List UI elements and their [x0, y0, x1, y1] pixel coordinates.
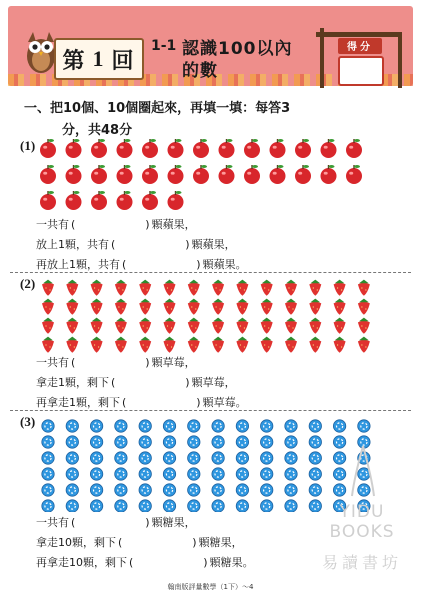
- question-label: (1): [20, 138, 36, 153]
- apple-icon: [66, 191, 82, 210]
- apple-icon: [40, 191, 56, 210]
- candy-icon: [66, 500, 78, 512]
- strawberry-icon: [66, 337, 78, 353]
- strawberry-icon: [164, 299, 176, 315]
- candy-icon: [261, 468, 273, 480]
- apple-icon: [66, 139, 82, 158]
- section-divider: [10, 272, 411, 273]
- strawberry-icon: [334, 318, 346, 334]
- fill-prefix: 一共有: [36, 356, 69, 369]
- candy-icon: [66, 420, 78, 432]
- apple-icon: [168, 139, 184, 158]
- score-label: 得分: [347, 42, 373, 53]
- strawberry-icon: [139, 318, 151, 334]
- watermark-logo-icon: [350, 444, 376, 498]
- strawberry-icon: [139, 299, 151, 315]
- fill-line: 一共有 ( ) 顆蘋果，: [36, 218, 196, 231]
- fill-suffix: 顆草莓，: [151, 356, 196, 369]
- candy-icon: [188, 436, 200, 448]
- candy-icon: [66, 436, 78, 448]
- strawberry-icon: [261, 280, 273, 296]
- strawberry-icon: [115, 337, 127, 353]
- candy-icon: [333, 452, 345, 464]
- apple-icon: [295, 139, 311, 158]
- candy-icon: [90, 484, 102, 496]
- candy-icon: [285, 468, 297, 480]
- topic-title-line2: 的數: [182, 61, 218, 81]
- candy-icon: [90, 500, 102, 512]
- apple-icon: [142, 139, 158, 158]
- strawberry-icon: [42, 299, 54, 315]
- candy-icon: [261, 484, 273, 496]
- apple-icon: [193, 165, 209, 184]
- apple-icon: [168, 191, 184, 210]
- apple-icon: [40, 165, 56, 184]
- fill-line: 一共有 ( ) 顆草莓，: [36, 356, 196, 369]
- fill-prefix: 再拿走10顆，剩下: [36, 556, 127, 569]
- strawberry-icon: [91, 337, 103, 353]
- apple-icon: [40, 139, 56, 158]
- fill-suffix: 顆草莓，: [191, 376, 236, 389]
- candy-icon: [309, 484, 321, 496]
- candy-icon: [212, 468, 224, 480]
- watermark-chinese: 易讀書坊: [321, 553, 402, 572]
- strawberry-icon: [236, 280, 248, 296]
- strawberry-icon: [212, 337, 224, 353]
- candy-icon: [333, 436, 345, 448]
- candy-icon: [163, 452, 175, 464]
- strawberry-icon: [91, 299, 103, 315]
- apple-icon: [219, 165, 235, 184]
- candy-icon: [212, 420, 224, 432]
- candy-icon: [333, 468, 345, 480]
- apple-icon: [321, 139, 337, 158]
- candy-icon: [309, 452, 321, 464]
- topic-code: 1-1: [151, 38, 177, 54]
- apple-grid: [36, 138, 386, 210]
- strawberry-icon: [139, 280, 151, 296]
- fill-suffix: 顆蘋果，: [151, 218, 196, 231]
- candy-icon: [42, 452, 54, 464]
- candy-icon: [212, 500, 224, 512]
- apple-icon: [346, 139, 362, 158]
- candy-icon: [212, 484, 224, 496]
- fill-line: 再拿走1顆，剩下 ( ) 顆草莓。: [36, 396, 247, 409]
- candy-icon: [115, 500, 127, 512]
- candy-icon: [66, 468, 78, 480]
- candy-icon: [42, 468, 54, 480]
- strawberry-icon: [91, 280, 103, 296]
- fill-line: 再拿走10顆，剩下 ( ) 顆糖果。: [36, 556, 254, 569]
- strawberry-icon: [164, 318, 176, 334]
- candy-icon: [309, 436, 321, 448]
- candy-icon: [261, 420, 273, 432]
- strawberry-icon: [188, 299, 200, 315]
- apple-icon: [244, 139, 260, 158]
- strawberry-icon: [164, 280, 176, 296]
- strawberry-icon: [188, 280, 200, 296]
- candy-icon: [115, 468, 127, 480]
- round-prefix: 第: [62, 47, 87, 73]
- candy-icon: [309, 468, 321, 480]
- candy-icon: [261, 500, 273, 512]
- apple-icon: [142, 165, 158, 184]
- strawberry-icon: [285, 280, 297, 296]
- strawberry-icon: [236, 337, 248, 353]
- strawberry-icon: [66, 299, 78, 315]
- candy-icon: [139, 468, 151, 480]
- page-footer: 翰南版評量數學（1下）～4: [167, 583, 254, 591]
- apple-icon: [66, 165, 82, 184]
- candy-icon: [236, 452, 248, 464]
- apple-icon: [270, 165, 286, 184]
- candy-icon: [188, 484, 200, 496]
- candy-icon: [358, 420, 370, 432]
- fill-suffix: 顆蘋果，: [191, 238, 236, 251]
- instructions: [24, 98, 384, 142]
- candy-icon: [90, 452, 102, 464]
- apple-icon: [91, 191, 107, 210]
- candy-icon: [236, 420, 248, 432]
- candy-icon: [285, 500, 297, 512]
- candy-icon: [66, 452, 78, 464]
- instruction-line: 分，共48分: [62, 123, 133, 138]
- apple-icon: [346, 165, 362, 184]
- strawberry-icon: [261, 299, 273, 315]
- candy-icon: [285, 484, 297, 496]
- apple-icon: [168, 165, 184, 184]
- candy-icon: [163, 484, 175, 496]
- strawberry-icon: [309, 280, 321, 296]
- apple-icon: [321, 165, 337, 184]
- strawberry-icon: [236, 299, 248, 315]
- apple-icon: [91, 165, 107, 184]
- strawberry-icon: [358, 337, 370, 353]
- strawberry-icon: [115, 299, 127, 315]
- strawberry-icon: [66, 318, 78, 334]
- strawberry-icon: [309, 337, 321, 353]
- candy-icon: [333, 484, 345, 496]
- candy-icon: [188, 452, 200, 464]
- round-sign: [54, 38, 144, 80]
- apple-icon: [244, 165, 260, 184]
- score-box: [338, 56, 384, 86]
- strawberry-icon: [261, 337, 273, 353]
- strawberry-icon: [115, 280, 127, 296]
- fill-prefix: 一共有: [36, 218, 69, 231]
- strawberry-icon: [358, 299, 370, 315]
- candy-icon: [236, 468, 248, 480]
- strawberry-icon: [115, 318, 127, 334]
- apple-icon: [117, 165, 133, 184]
- strawberry-icon: [139, 337, 151, 353]
- candy-icon: [285, 420, 297, 432]
- fill-prefix: 一共有: [36, 516, 69, 529]
- candy-icon: [163, 500, 175, 512]
- candy-icon: [139, 452, 151, 464]
- section-divider: [10, 410, 411, 411]
- round-number: 1: [92, 46, 106, 71]
- candy-icon: [188, 500, 200, 512]
- candy-icon: [115, 436, 127, 448]
- fill-suffix: 顆糖果，: [151, 516, 196, 529]
- apple-icon: [91, 139, 107, 158]
- fill-suffix: 顆糖果，: [198, 536, 243, 549]
- strawberry-icon: [42, 280, 54, 296]
- candy-icon: [42, 500, 54, 512]
- candy-icon: [115, 420, 127, 432]
- apple-icon: [295, 165, 311, 184]
- candy-icon: [42, 484, 54, 496]
- fill-line: 拿走10顆，剩下 ( ) 顆糖果，: [36, 536, 243, 549]
- candy-icon: [261, 452, 273, 464]
- apple-icon: [117, 139, 133, 158]
- candy-icon: [212, 452, 224, 464]
- candy-icon: [90, 420, 102, 432]
- strawberry-icon: [66, 280, 78, 296]
- candy-icon: [212, 436, 224, 448]
- question-label: (2): [20, 276, 36, 291]
- candy-icon: [90, 436, 102, 448]
- strawberry-icon: [188, 318, 200, 334]
- strawberry-icon: [334, 299, 346, 315]
- candy-icon: [42, 436, 54, 448]
- strawberry-icon: [212, 299, 224, 315]
- candy-grid: [36, 414, 386, 512]
- candy-icon: [139, 436, 151, 448]
- candy-icon: [115, 484, 127, 496]
- strawberry-icon: [261, 318, 273, 334]
- strawberry-icon: [236, 318, 248, 334]
- candy-icon: [66, 484, 78, 496]
- strawberry-icon: [212, 318, 224, 334]
- candy-icon: [163, 420, 175, 432]
- candy-icon: [309, 420, 321, 432]
- strawberry-icon: [358, 280, 370, 296]
- strawberry-icon: [285, 318, 297, 334]
- candy-icon: [188, 468, 200, 480]
- fill-suffix: 顆蘋果。: [202, 258, 247, 271]
- candy-icon: [188, 420, 200, 432]
- fill-line: 放上1顆，共有 ( ) 顆蘋果，: [36, 238, 236, 251]
- fill-prefix: 再拿走1顆，剩下: [36, 396, 120, 409]
- strawberry-icon: [164, 337, 176, 353]
- apple-icon: [270, 139, 286, 158]
- candy-icon: [236, 436, 248, 448]
- candy-icon: [261, 436, 273, 448]
- owl-icon: [24, 28, 58, 74]
- candy-icon: [42, 420, 54, 432]
- strawberry-icon: [91, 318, 103, 334]
- candy-icon: [163, 436, 175, 448]
- strawberry-icon: [358, 318, 370, 334]
- strawberry-icon: [309, 318, 321, 334]
- candy-icon: [236, 484, 248, 496]
- strawberry-grid: [36, 276, 386, 356]
- candy-icon: [139, 500, 151, 512]
- fill-prefix: 拿走1顆，剩下: [36, 376, 109, 389]
- candy-icon: [163, 468, 175, 480]
- candy-icon: [236, 500, 248, 512]
- strawberry-icon: [42, 318, 54, 334]
- fill-line: 再放上1顆，共有 ( ) 顆蘋果。: [36, 258, 247, 271]
- candy-icon: [115, 452, 127, 464]
- watermark-english: YIDU BOOKS: [329, 502, 395, 542]
- question-label: (3): [20, 414, 36, 429]
- strawberry-icon: [212, 280, 224, 296]
- candy-icon: [139, 420, 151, 432]
- fill-line: 拿走1顆，剩下 ( ) 顆草莓，: [36, 376, 236, 389]
- strawberry-icon: [309, 299, 321, 315]
- apple-icon: [117, 191, 133, 210]
- strawberry-icon: [334, 280, 346, 296]
- apple-icon: [142, 191, 158, 210]
- instruction-line: 一、把10個、10個圈起來，再填一填：每答3: [24, 101, 291, 116]
- strawberry-icon: [285, 337, 297, 353]
- strawberry-icon: [42, 337, 54, 353]
- candy-icon: [333, 420, 345, 432]
- apple-icon: [193, 139, 209, 158]
- strawberry-icon: [334, 337, 346, 353]
- round-suffix: 回: [111, 47, 136, 73]
- candy-icon: [139, 484, 151, 496]
- fill-line: 一共有 ( ) 顆糖果，: [36, 516, 196, 529]
- apple-icon: [219, 139, 235, 158]
- strawberry-icon: [285, 299, 297, 315]
- candy-icon: [90, 468, 102, 480]
- topic-title: 認識100以內: [182, 39, 293, 59]
- candy-icon: [285, 452, 297, 464]
- fill-prefix: 放上1顆，共有: [36, 238, 109, 251]
- fill-prefix: 再放上1顆，共有: [36, 258, 120, 271]
- fill-suffix: 顆草莓。: [202, 396, 247, 409]
- fill-suffix: 顆糖果。: [209, 556, 254, 569]
- strawberry-icon: [188, 337, 200, 353]
- candy-icon: [285, 436, 297, 448]
- fill-prefix: 拿走10顆，剩下: [36, 536, 116, 549]
